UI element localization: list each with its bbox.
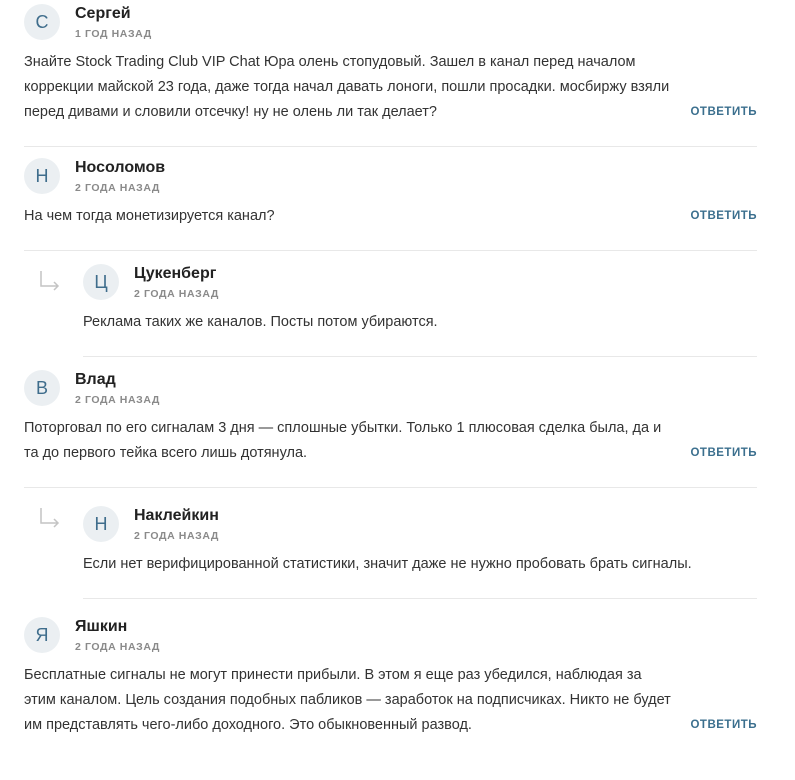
comment-author: Яшкин (75, 618, 128, 635)
comment-text: Знайте Stock Trading Club VIP Chat Юра олень стопудовый. Зашел в канал перед началом коррекции майской 23 года, даже тогда начал давать лоноги, пошли просадки. мосбиржу взяли перед дивами и словили отсечку! ну не олень ли так делает? (24, 54, 670, 120)
comment-header (24, 613, 757, 663)
reply-button[interactable]: ОТВЕТИТЬ (690, 719, 757, 731)
comment-date: 2 ГОДА НАЗАД (75, 182, 160, 194)
comments-list (24, 0, 757, 759)
comment-body (24, 416, 757, 487)
comment-date: 2 ГОДА НАЗАД (134, 530, 219, 542)
comment-text: Реклама таких же каналов. Посты потом убираются. (83, 314, 438, 330)
comment-header (83, 502, 757, 552)
comment-author: Сергей (75, 5, 131, 22)
comment-reply-item (83, 251, 757, 357)
comment-text: Бесплатные сигналы не могут принести прибыли. В этом я еще раз убедился, наблюдая за этим каналом. Цель создания подобных пабликов — заработок на подписчиках. Никто не будет им представлять чего-либо доходного. Это обыкновенный развод. (24, 667, 671, 733)
comment-body (83, 310, 757, 356)
comment-reply-item (83, 488, 757, 599)
avatar: Я (24, 617, 60, 653)
avatar: Н (24, 158, 60, 194)
comment-text: Если нет верифицированной статистики, значит даже не нужно пробовать брать сигналы. (83, 556, 692, 572)
reply-arrow-icon (39, 508, 61, 528)
comment-date: 2 ГОДА НАЗАД (134, 288, 219, 300)
comment-body (83, 552, 757, 598)
comment-date: 1 ГОД НАЗАД (75, 28, 152, 40)
comment-text: Поторговал по его сигналам 3 дня — сплошные убытки. Только 1 плюсовая сделка была, да и та до первого тейка всего лишь дотянула. (24, 420, 662, 461)
comment-date: 2 ГОДА НАЗАД (75, 641, 160, 653)
comment-author: Носоломов (75, 159, 166, 176)
reply-button[interactable]: ОТВЕТИТЬ (690, 210, 757, 222)
avatar: С (24, 4, 60, 40)
comment-author: Цукенберг (134, 265, 217, 282)
comment-date: 2 ГОДА НАЗАД (75, 394, 160, 406)
comment-header (24, 0, 757, 50)
comment-item (24, 599, 757, 759)
avatar: Ц (83, 264, 119, 300)
comment-body (24, 50, 757, 146)
comment-body (24, 204, 757, 250)
comment-author: Влад (75, 371, 116, 388)
comment-item (24, 147, 757, 251)
reply-button[interactable]: ОТВЕТИТЬ (690, 447, 757, 459)
comment-author: Наклейкин (134, 507, 219, 524)
reply-arrow-icon (39, 271, 61, 291)
comment-item (24, 357, 757, 488)
comment-text: На чем тогда монетизируется канал? (24, 208, 275, 224)
comment-item (24, 0, 757, 147)
comment-header (83, 260, 757, 310)
comment-header (24, 366, 757, 416)
comment-header (24, 154, 757, 204)
reply-button[interactable]: ОТВЕТИТЬ (690, 106, 757, 118)
avatar: Н (83, 506, 119, 542)
avatar: В (24, 370, 60, 406)
comment-body (24, 663, 757, 759)
